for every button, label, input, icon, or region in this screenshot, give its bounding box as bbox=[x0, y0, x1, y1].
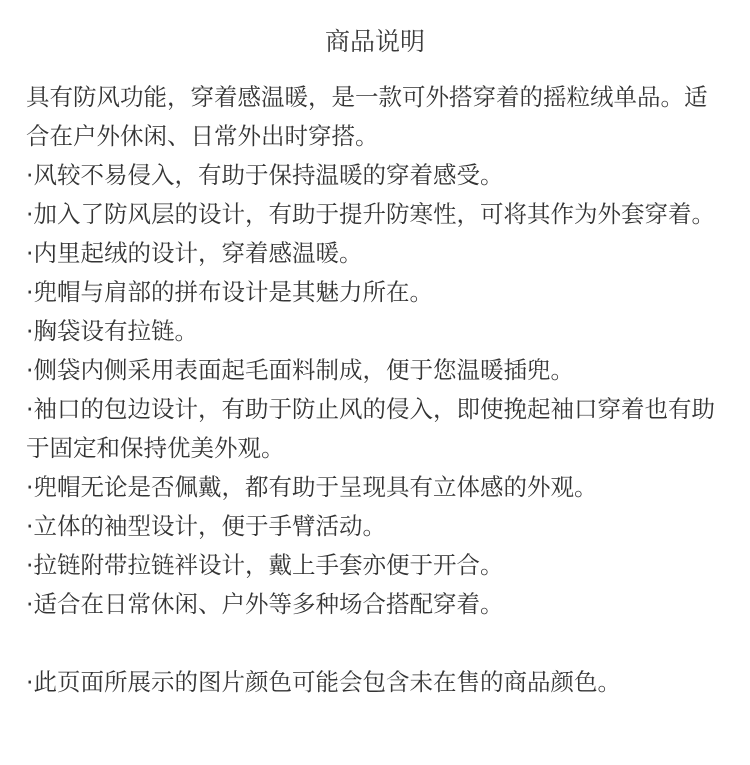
feature-item: ·加入了防风层的设计，有助于提升防寒性，可将其作为外套穿着。 bbox=[26, 200, 715, 228]
page-title: 商品说明 bbox=[324, 27, 425, 56]
feature-item: ·兜帽与肩部的拼布设计是其魅力所在。 bbox=[26, 278, 433, 306]
description-body bbox=[26, 78, 730, 702]
intro-paragraph: 具有防风功能，穿着感温暖，是一款可外搭穿着的摇粒绒单品。适合在户外休闲、日常外出时穿搭。 bbox=[26, 83, 708, 150]
feature-item: ·胸袋设有拉链。 bbox=[26, 317, 198, 345]
feature-item: ·适合在日常休闲、户外等多种场合搭配穿着。 bbox=[26, 590, 504, 618]
feature-item: ·侧袋内侧采用表面起毛面料制成，便于您温暖插兜。 bbox=[26, 356, 574, 384]
feature-item: ·风较不易侵入，有助于保持温暖的穿着感受。 bbox=[26, 161, 504, 189]
feature-item: ·拉链附带拉链袢设计，戴上手套亦便于开合。 bbox=[26, 551, 504, 579]
feature-item: ·内里起绒的设计，穿着感温暖。 bbox=[26, 239, 363, 267]
feature-item: ·袖口的包边设计，有助于防止风的侵入，即使挽起袖口穿着也有助于固定和保持优美外观。 bbox=[26, 395, 715, 462]
feature-item: ·立体的袖型设计，便于手臂活动。 bbox=[26, 512, 386, 540]
feature-item: ·兜帽无论是否佩戴，都有助于呈现具有立体感的外观。 bbox=[26, 473, 598, 501]
color-disclaimer-note: ·此页面所展示的图片颜色可能会包含未在售的商品颜色。 bbox=[26, 668, 621, 696]
section-spacer bbox=[26, 624, 730, 663]
